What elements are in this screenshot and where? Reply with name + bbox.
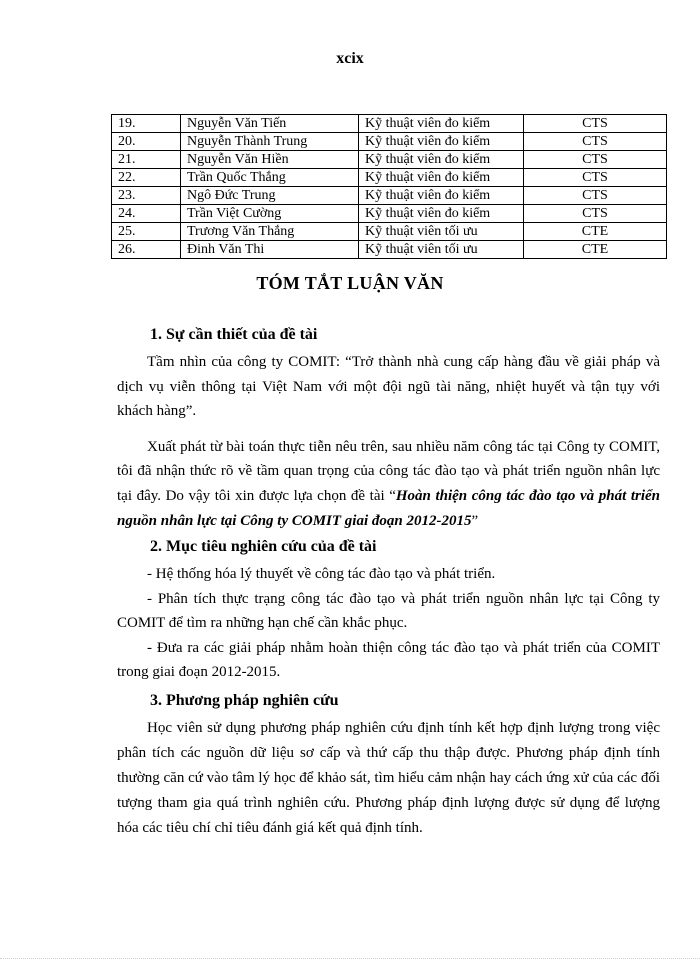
row-number: 26. — [112, 241, 181, 259]
staff-table-body — [112, 115, 667, 259]
unit-code: CTE — [524, 223, 667, 241]
staff-role: Kỹ thuật viên đo kiểm — [359, 187, 524, 205]
table-row — [112, 205, 667, 223]
section-3-paragraph-1: Học viên sử dụng phương pháp nghiên cứu định tính kết hợp định lượng trong việc phân tích các nguồn dữ liệu sơ cấp và thứ cấp thu thập được. Phương pháp định tính thường căn cứ vào tâm lý học để khảo sát, tìm hiểu cảm nhận hay cách ứng xử của các đối tượng tham gia quá trình nghiên cứu. Phương pháp định lượng được sử dụng để lượng hóa các tiêu chí chỉ tiêu đánh giá kết quả định tính. — [117, 720, 660, 836]
objective-item-3: - Đưa ra các giải pháp nhằm hoàn thiện công tác đào tạo và phát triển của COMIT trong giai đoạn 2012-2015. — [117, 639, 660, 681]
staff-role: Kỹ thuật viên đo kiểm — [359, 205, 524, 223]
table-row — [112, 187, 667, 205]
section-1-paragraph-1: Tầm nhìn của công ty COMIT: “Trở thành nhà cung cấp hàng đầu về giải pháp và dịch vụ viễn thông tại Việt Nam với một đội ngũ tài năng, nhiệt huyết và tận tụy với khách hàng”. — [117, 354, 660, 420]
section-1-paragraph-2 — [117, 435, 660, 533]
unit-code: CTS — [524, 169, 667, 187]
staff-name: Trần Việt Cường — [181, 205, 359, 223]
staff-role: Kỹ thuật viên đo kiểm — [359, 151, 524, 169]
table-row — [112, 115, 667, 133]
paragraph-2-close-quote: ” — [471, 512, 479, 529]
table-row — [112, 169, 667, 187]
row-number: 21. — [112, 151, 181, 169]
row-number: 24. — [112, 205, 181, 223]
row-number: 19. — [112, 115, 181, 133]
staff-name: Trần Quốc Thắng — [181, 169, 359, 187]
section-3-heading: 3. Phương pháp nghiên cứu — [150, 692, 339, 709]
section-1-heading: 1. Sự cần thiết của đề tài — [150, 326, 318, 343]
table-row — [112, 151, 667, 169]
section-2 — [117, 535, 660, 685]
table-row — [112, 133, 667, 151]
row-number: 23. — [112, 187, 181, 205]
thesis-topic: Hoàn thiện công tác đào tạo và phát triển nguồn nhân lực tại Công ty COMIT giai đoạn 2012-2015 — [117, 487, 660, 529]
page-number: xcix — [336, 50, 364, 67]
staff-role: Kỹ thuật viên tối ưu — [359, 241, 524, 259]
row-number: 20. — [112, 133, 181, 151]
staff-role: Kỹ thuật viên đo kiểm — [359, 115, 524, 133]
staff-name: Trương Văn Thắng — [181, 223, 359, 241]
unit-code: CTS — [524, 187, 667, 205]
staff-role: Kỹ thuật viên đo kiểm — [359, 169, 524, 187]
staff-role: Kỹ thuật viên đo kiểm — [359, 133, 524, 151]
unit-code: CTE — [524, 241, 667, 259]
table-row — [112, 223, 667, 241]
unit-code: CTS — [524, 205, 667, 223]
unit-code: CTS — [524, 115, 667, 133]
staff-name: Ngô Đức Trung — [181, 187, 359, 205]
page-bottom-divider — [0, 958, 700, 959]
staff-name: Nguyễn Văn Hiền — [181, 151, 359, 169]
staff-name: Nguyễn Thành Trung — [181, 133, 359, 151]
unit-code: CTS — [524, 151, 667, 169]
unit-code: CTS — [524, 133, 667, 151]
objective-item-1: - Hệ thống hóa lý thuyết về công tác đào tạo và phát triển. — [147, 566, 496, 582]
objective-item-2: - Phân tích thực trạng công tác đào tạo và phát triển nguồn nhân lực tại Công ty COMIT để tìm ra những hạn chế cần khắc phục. — [117, 590, 660, 632]
section-1 — [117, 323, 660, 533]
staff-table — [111, 114, 667, 259]
staff-name: Nguyễn Văn Tiến — [181, 115, 359, 133]
staff-name: Đinh Văn Thi — [181, 241, 359, 259]
document-title: TÓM TẮT LUẬN VĂN — [256, 273, 444, 293]
staff-role: Kỹ thuật viên tối ưu — [359, 223, 524, 241]
row-number: 25. — [112, 223, 181, 241]
table-row — [112, 241, 667, 259]
section-3 — [117, 689, 660, 841]
section-2-heading: 2. Mục tiêu nghiên cứu của đề tài — [150, 538, 377, 555]
row-number: 22. — [112, 169, 181, 187]
paragraph-2-text: Xuất phát từ bài toán thực tiễn nêu trên, sau nhiều năm công tác tại Công ty COMIT, tôi đã nhận thức rõ về tầm quan trọng của công tác đào tạo và phát triển nguồn nhân lực tại đây. Do vậy tôi xin được lựa chọn đề tài “ — [117, 438, 660, 504]
